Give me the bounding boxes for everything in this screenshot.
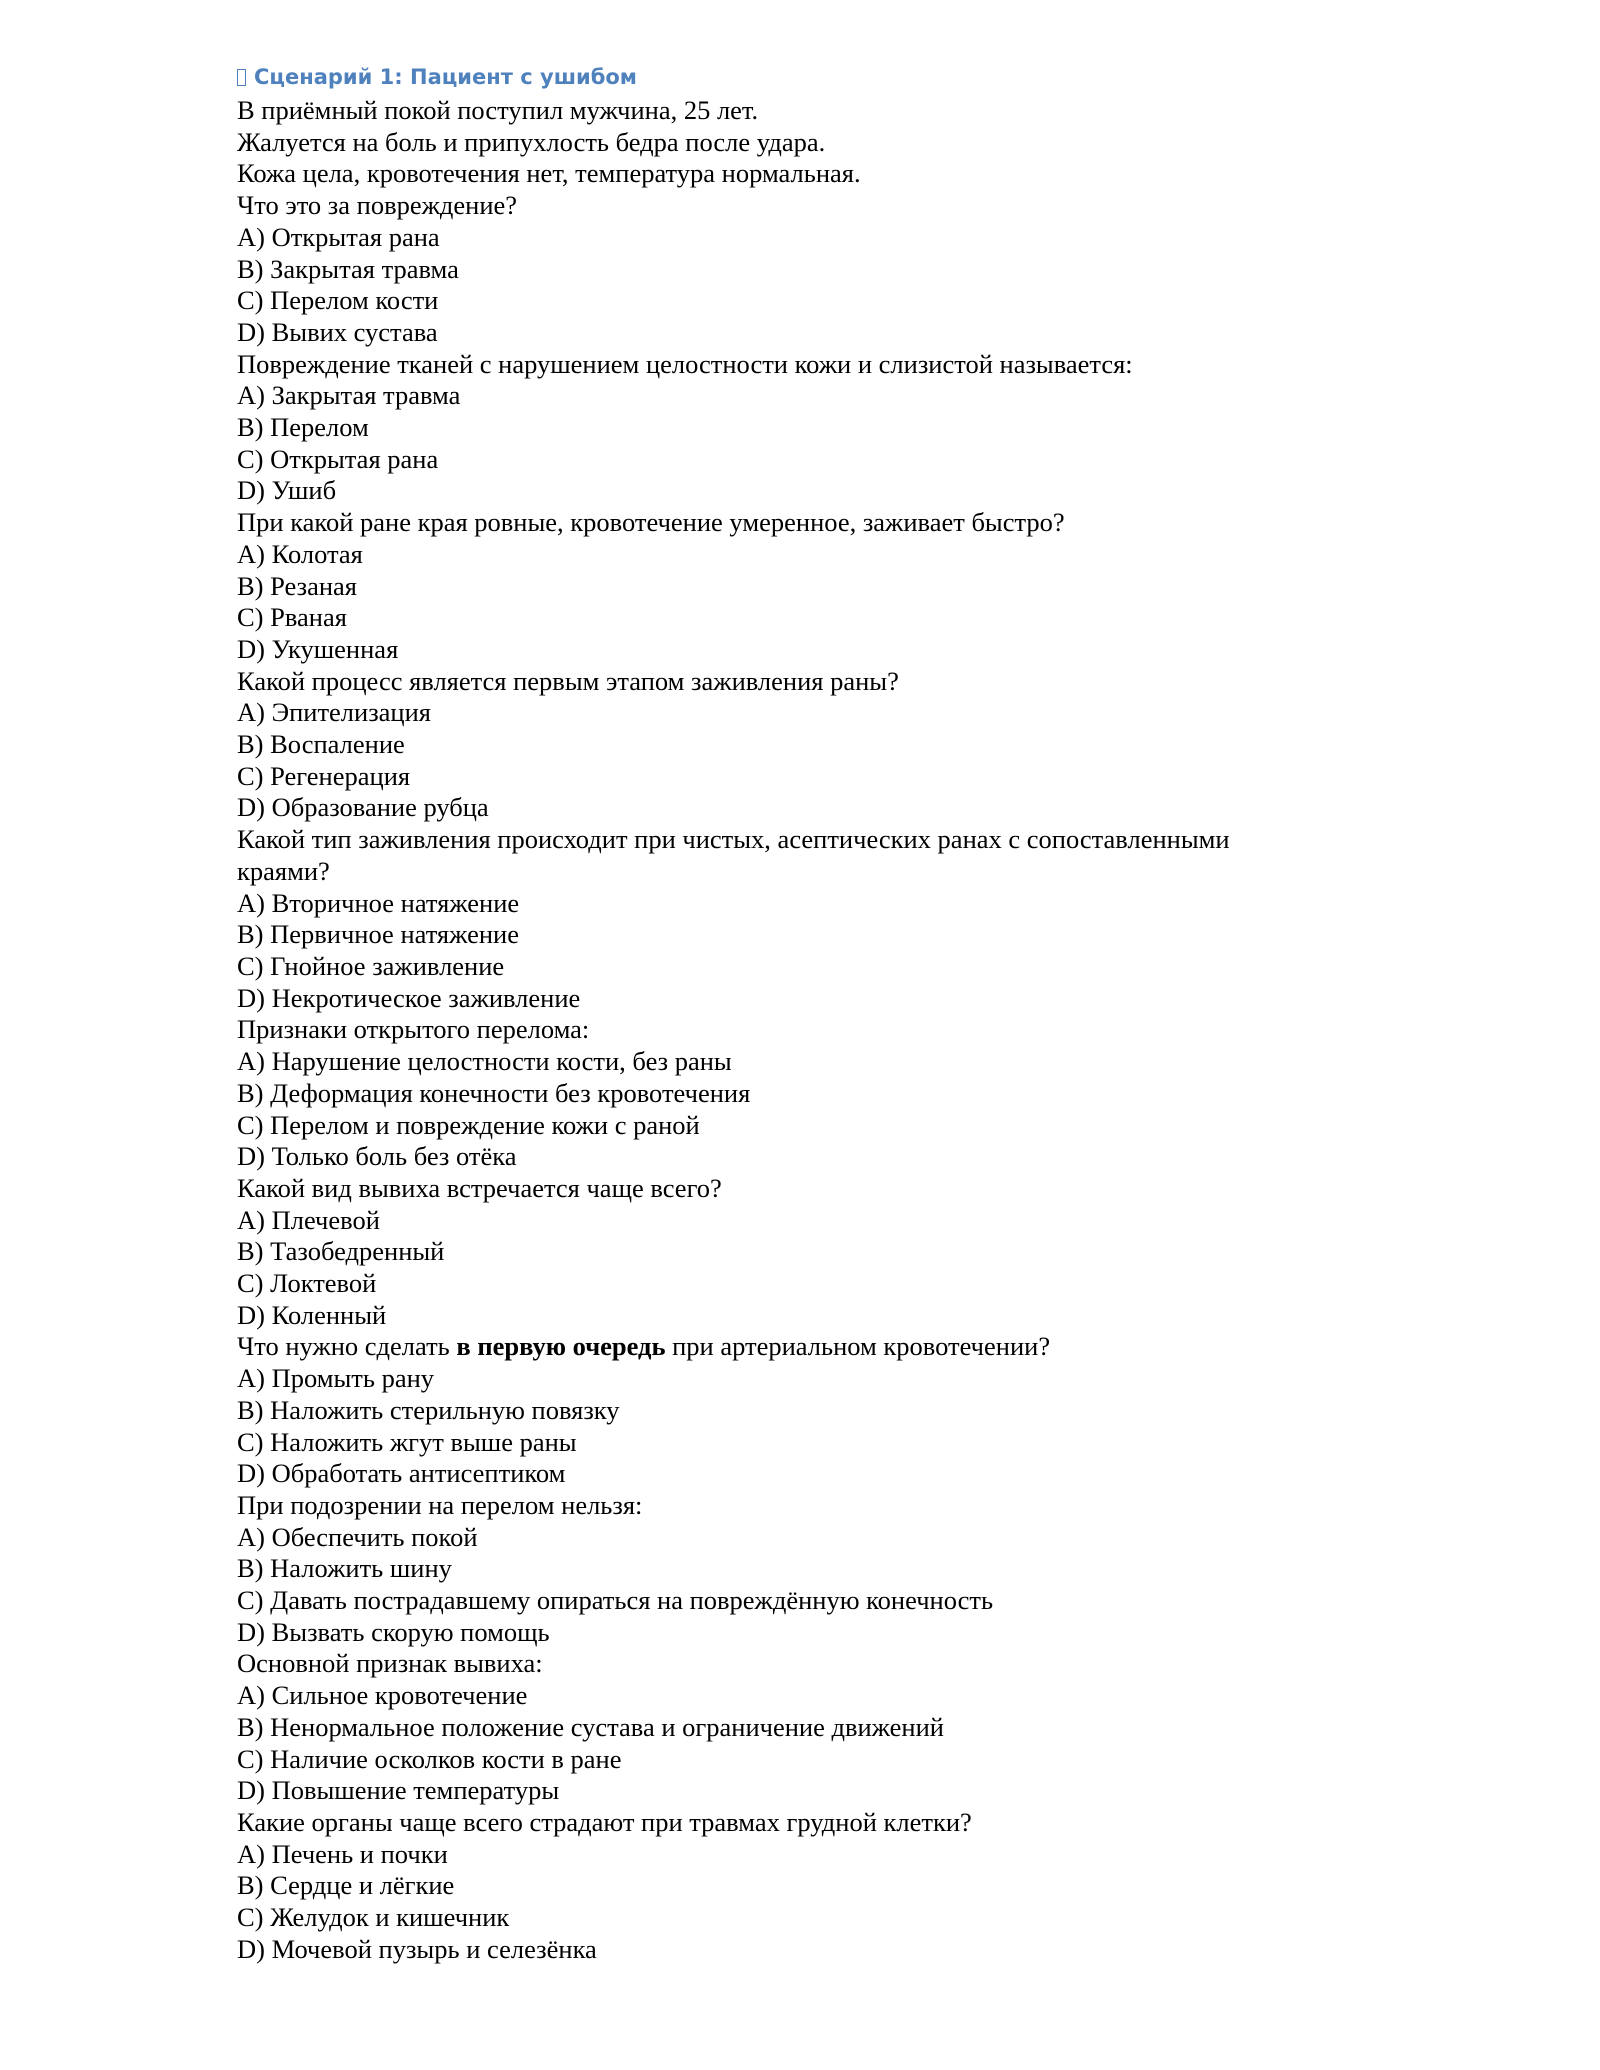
answer-option: D) Ушиб [237, 475, 337, 506]
question-text: Признаки открытого перелома: [237, 1014, 590, 1045]
answer-option: B) Ненормальное положение сустава и ограничение движений [237, 1711, 944, 1742]
intro-line: Кожа цела, кровотечения нет, температура нормальная. [237, 158, 861, 189]
question-text-start: Что нужно сделать [237, 1331, 457, 1362]
question-8 [237, 1331, 1367, 1490]
answer-option: C) Открытая рана [237, 443, 439, 474]
answer-option: C) Наличие осколков кости в ране [237, 1743, 622, 1774]
answer-option: A) Печень и почки [237, 1838, 448, 1869]
answer-option: C) Гнойное заживление [237, 950, 505, 981]
answer-option: A) Нарушение целостности кости, без раны [237, 1046, 732, 1077]
answer-option: D) Коленный [237, 1299, 387, 1330]
question-3 [237, 507, 1367, 666]
question-10 [237, 1648, 1367, 1807]
answer-option: D) Обработать антисептиком [237, 1458, 566, 1489]
question-text: Какой тип заживления происходит при чистых, асептических ранах с сопоставленными краями? [237, 824, 1230, 886]
answer-option: D) Укушенная [237, 633, 399, 664]
question-text: Какие органы чаще всего страдают при травмах грудной клетки? [237, 1806, 972, 1837]
answer-option: B) Деформация конечности без кровотечения [237, 1077, 751, 1108]
question-text-end: при артериальном кровотечении? [665, 1331, 1051, 1362]
question-text [237, 1331, 1367, 1363]
question-text: Какой вид вывиха встречается чаще всего? [237, 1172, 722, 1203]
answer-option: B) Резаная [237, 570, 357, 601]
answer-option: D) Только боль без отёка [237, 1141, 517, 1172]
checkbox-icon [237, 69, 246, 86]
answer-option: A) Открытая рана [237, 221, 440, 252]
answer-option: C) Перелом кости [237, 285, 439, 316]
answer-option: B) Сердце и лёгкие [237, 1870, 455, 1901]
question-9 [237, 1490, 1367, 1649]
answer-option: D) Вызвать скорую помощь [237, 1616, 550, 1647]
answer-option: C) Давать пострадавшему опираться на повреждённую конечность [237, 1585, 994, 1616]
question-text-emphasis: в первую очередь [456, 1331, 666, 1362]
answer-option: C) Рваная [237, 602, 347, 633]
answer-option: A) Промыть рану [237, 1363, 435, 1394]
answer-option: A) Колотая [237, 538, 363, 569]
question-2 [237, 349, 1367, 508]
intro-line: В приёмный покой поступил мужчина, 25 лет. [237, 95, 759, 125]
question-text: Какой процесс является первым этапом заживления раны? [237, 665, 899, 696]
question-text: При какой ране края ровные, кровотечение умеренное, заживает быстро? [237, 507, 1065, 538]
answer-option: A) Плечевой [237, 1204, 380, 1235]
answer-option: C) Перелом и повреждение кожи с раной [237, 1109, 700, 1140]
answer-option: C) Регенерация [237, 760, 411, 791]
scenario-intro [237, 95, 1367, 190]
question-4 [237, 666, 1367, 825]
question-text: Повреждение тканей с нарушением целостности кожи и слизистой называется: [237, 348, 1133, 379]
answer-option: B) Наложить стерильную повязку [237, 1394, 620, 1425]
answer-option: D) Повышение температуры [237, 1775, 560, 1806]
answer-option: C) Локтевой [237, 1268, 377, 1299]
answer-option: B) Перелом [237, 412, 369, 443]
answer-option: A) Вторичное натяжение [237, 887, 520, 918]
answer-option: D) Вывих сустава [237, 316, 438, 347]
answer-option: C) Желудок и кишечник [237, 1902, 510, 1933]
question-text: Что это за повреждение? [237, 190, 518, 221]
answer-option: D) Образование рубца [237, 792, 489, 823]
intro-line: Жалуется на боль и припухлость бедра после удара. [237, 126, 826, 157]
answer-option: B) Наложить шину [237, 1553, 452, 1584]
answer-option: C) Наложить жгут выше раны [237, 1426, 577, 1457]
question-11 [237, 1807, 1367, 1966]
question-5 [237, 824, 1367, 1014]
answer-option: B) Воспаление [237, 729, 405, 760]
question-7 [237, 1173, 1367, 1332]
document-page [237, 60, 1367, 1965]
answer-option: A) Сильное кровотечение [237, 1680, 528, 1711]
answer-option: B) Первичное натяжение [237, 919, 519, 950]
scenario-title: Сценарий 1: Пациент с ушибом [254, 65, 637, 89]
question-6 [237, 1014, 1367, 1173]
answer-option: D) Некротическое заживление [237, 982, 581, 1013]
scenario-heading [237, 60, 1367, 95]
answer-option: D) Мочевой пузырь и селезёнка [237, 1933, 597, 1964]
answer-option: B) Тазобедренный [237, 1236, 445, 1267]
question-text: При подозрении на перелом нельзя: [237, 1489, 643, 1520]
question-text: Основной признак вывиха: [237, 1648, 543, 1679]
answer-option: A) Эпителизация [237, 697, 431, 728]
answer-option: B) Закрытая травма [237, 253, 459, 284]
answer-option: A) Закрытая травма [237, 380, 461, 411]
question-1 [237, 190, 1367, 349]
answer-option: A) Обеспечить покой [237, 1521, 478, 1552]
